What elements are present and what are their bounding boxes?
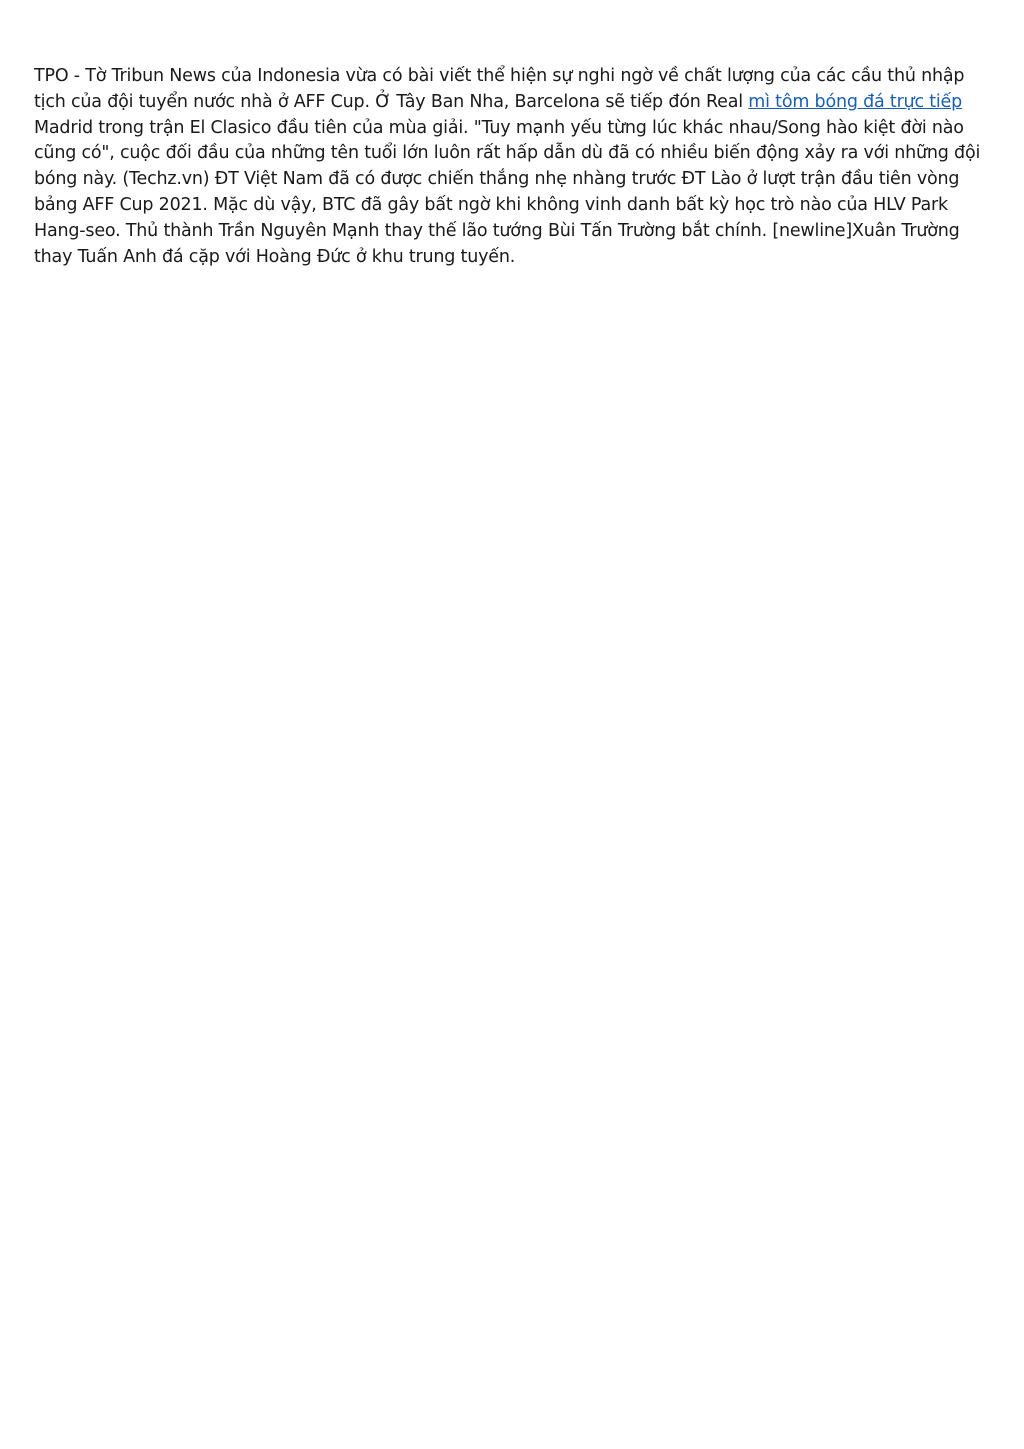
article-text-after-link: Madrid trong trận El Clasico đầu tiên của mùa giải. "Tuy mạnh yếu từng lúc khác nhau/Song hào kiệt đời nào cũng có", cuộc đối đầu của những tên tuổi lớn luôn rất hấp dẫn dù đã có nhiều biến động xảy ra với những đội bóng này. (Techz.vn) ĐT Việt Nam đã có được chiến thắng nhẹ nhàng trước ĐT Lào ở lượt trận đầu tiên vòng bảng AFF Cup 2021. Mặc dù vậy, BTC đã gây bất ngờ khi không vinh danh bất kỳ học trò nào của HLV Park Hang-seo. Thủ thành Trần Nguyên Mạnh thay thế lão tướng Bùi Tấn Trường bắt chính. [newline]Xuân Trường thay Tuấn Anh đá cặp với Hoàng Đức ở khu trung tuyến. xyxy=(34,117,981,267)
article-inline-link[interactable]: mì tôm bóng đá trực tiếp xyxy=(748,91,963,112)
article-body xyxy=(34,64,992,270)
article-paragraph xyxy=(34,64,992,270)
article-text-before-link: TPO - Tờ Tribun News của Indonesia vừa có bài viết thể hiện sự nghi ngờ về chất lượng của các cầu thủ nhập tịch của đội tuyển nước nhà ở AFF Cup. Ở Tây Ban Nha, Barcelona sẽ tiếp đón Real xyxy=(34,66,965,112)
